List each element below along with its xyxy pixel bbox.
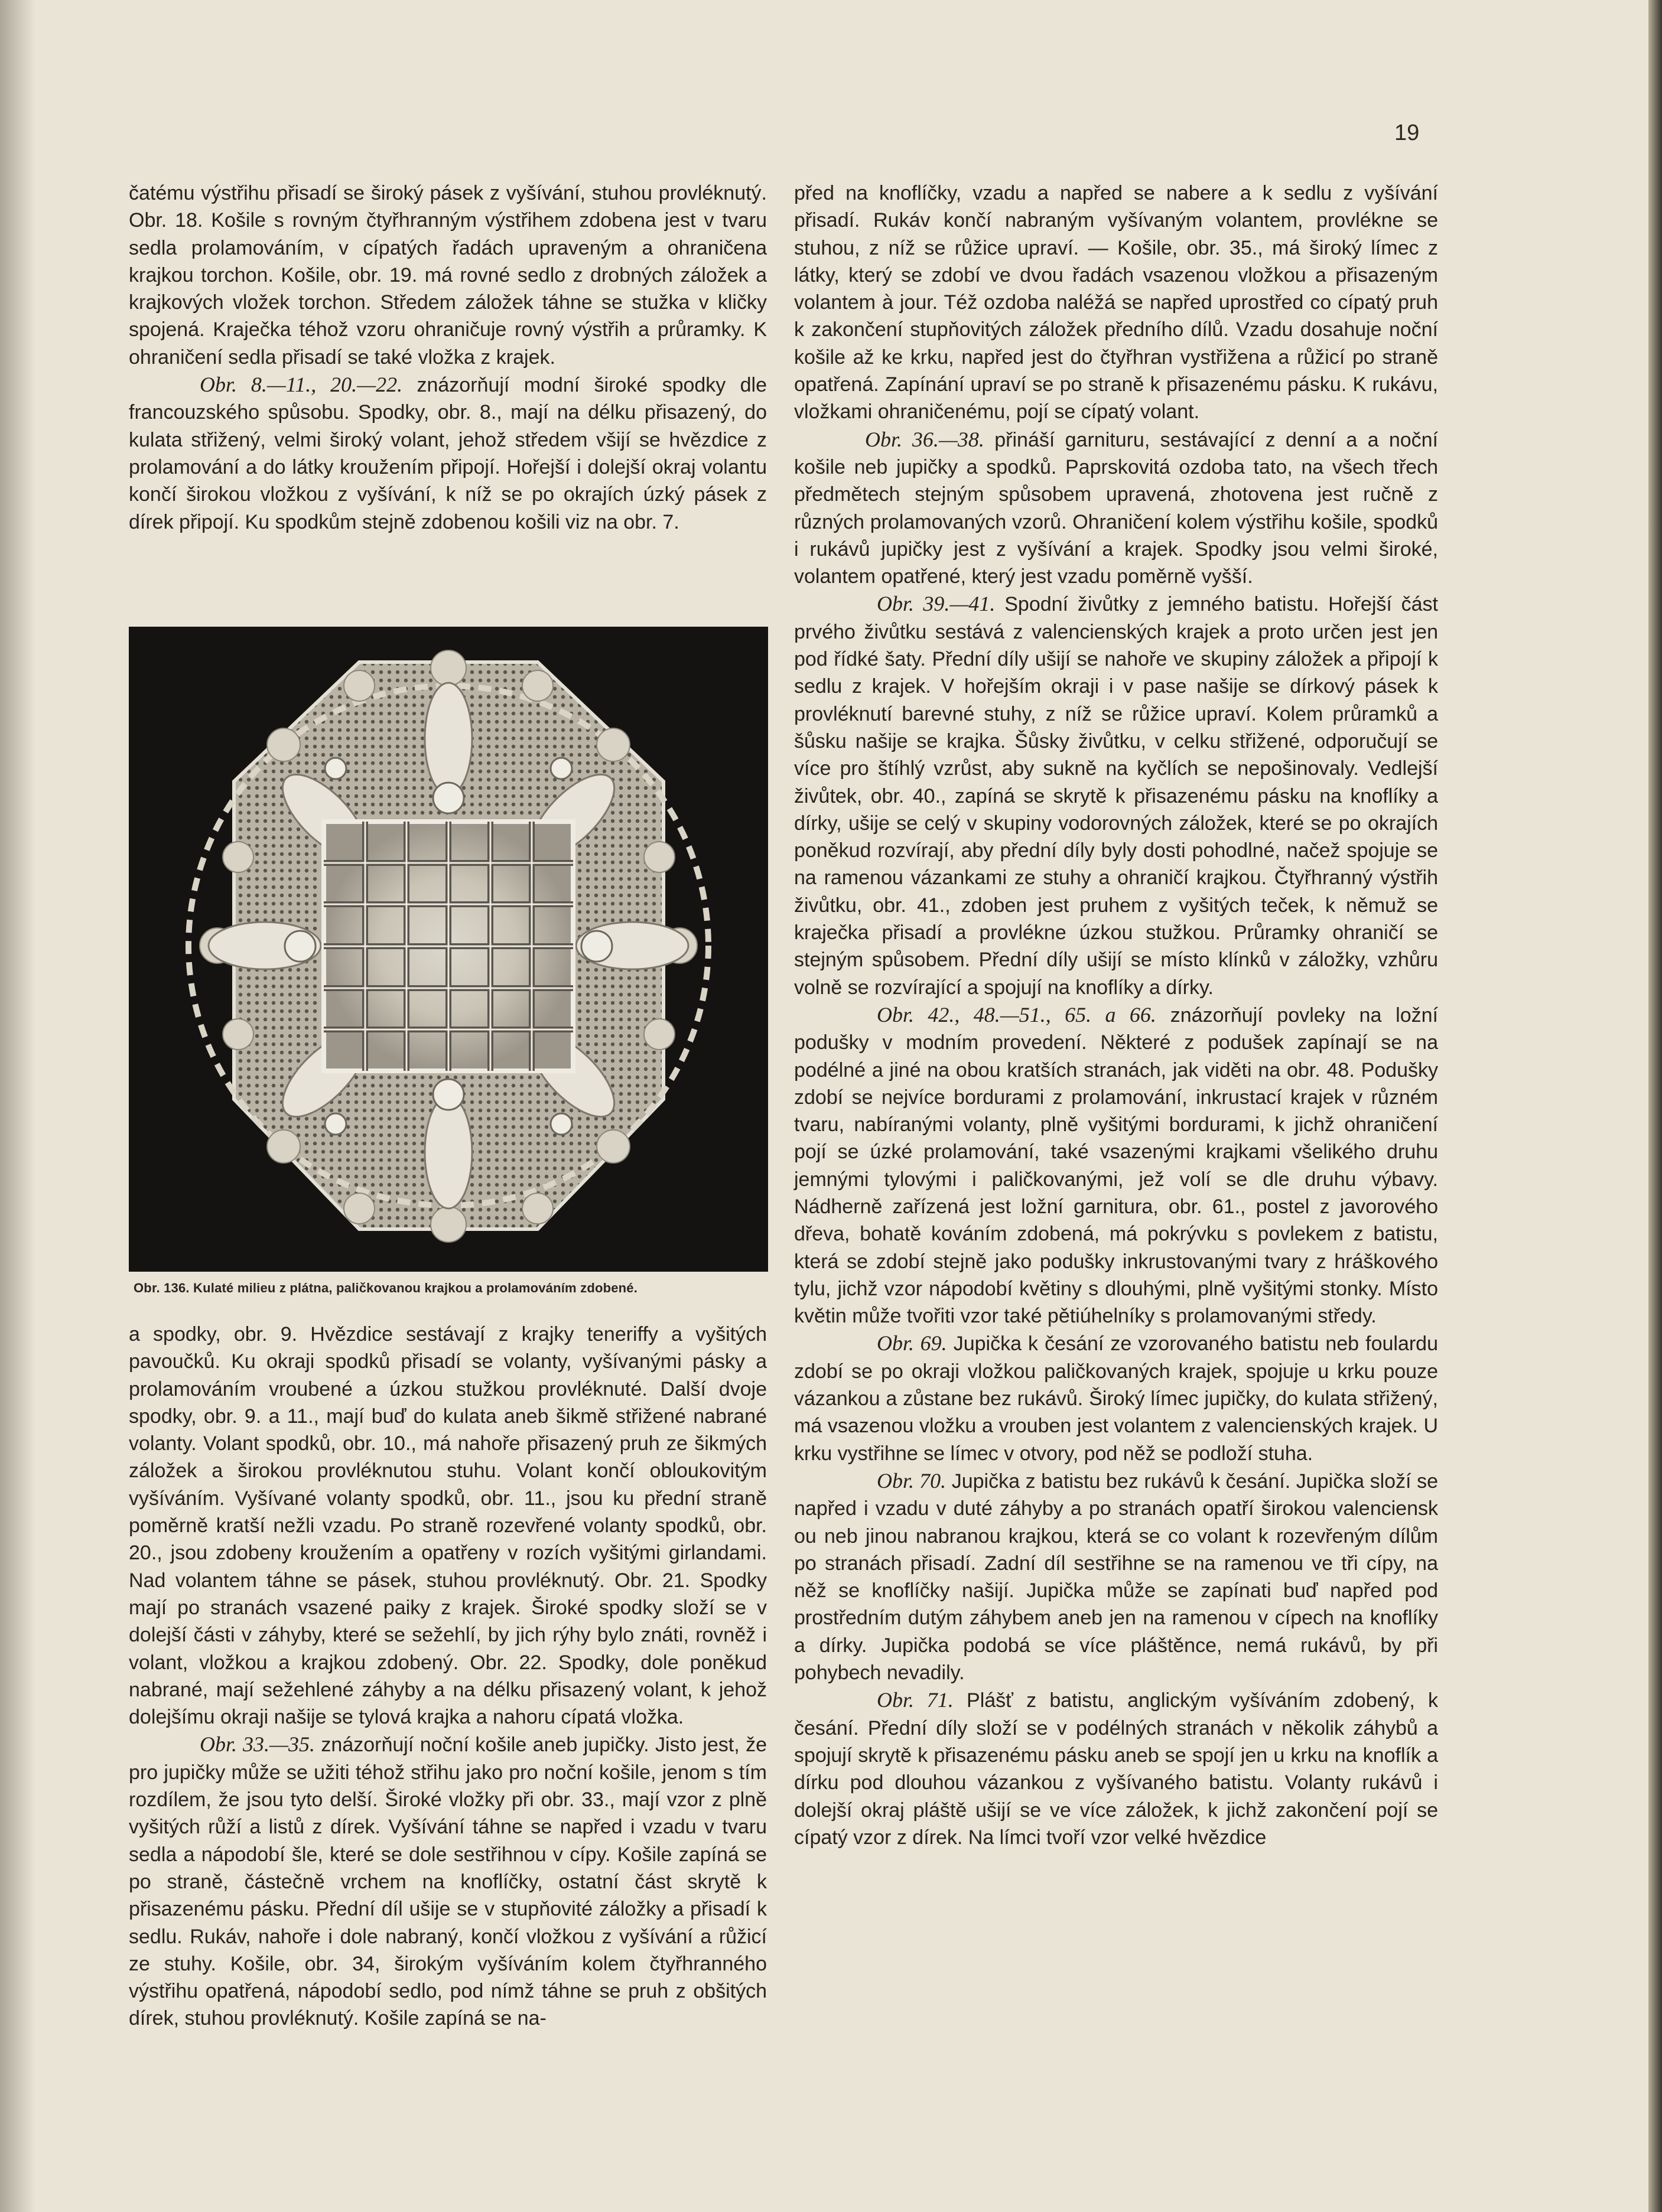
figure-ref: Obr. 39.—41.	[877, 592, 996, 616]
paragraph-text: přináší garnituru, sestávající z denní a a noční košile neb jupičky a spodků. Paprskovitá ozdoba tato, na všech třech předmětech stejným spůsobem upravená, zhotovena jest ručně z různých prolamovaných vzorů. Ohraničení kolem výstřihu košile, spodků i rukávů jupičky jest z vyšívání a krajek. Spodky jsou velmi široké, volantem opatřené, který jest vzadu poměrně vyšší.	[794, 428, 1438, 588]
right-column	[794, 180, 1438, 1851]
paragraph-text: Jupička k česání ze vzorovaného batistu neb foulardu zdobí se po okraji vložkou paličkovaných krajek, spojuje u krku pouze vázankou a zůstane bez rukávů. Široký límec jupičky, do kulata střižený, má vsazenou vložku a vrouben jest volantem z valencienských krajek. U krku vystřihne se límec v otvory, pod něž se podloží stuha.	[794, 1333, 1438, 1465]
figure-ref: Obr. 71.	[877, 1688, 954, 1712]
paragraph-text: znázorňují noční košile aneb jupičky. Jisto jest, že pro jupičky může se užiti téhož střihu jako pro noční košile, jenom s tím rozdílem, že jsou tyto delší. Široké vložky při obr. 33., mají vzor z plně vyšitých růží a listů z dírek. Vyšívání táhne se napřed i vzadu v tvaru sedla a nápodobí šle, které se dole sestřihnou v cípy. Košile zapíná se po straně, částečně vrchem na knoflíčky, ostatní část skrytě k přisazenému pásku. Přední díl ušije se v stupňovité záložky a přisadí k sedlu. Rukáv, nahoře i dole nabraný, končí vložkou z vyšívání a růžicí ze stuhy. Košile, obr. 34, širokým vyšíváním kolem čtyřhranného výstřihu opatřená, nápodobí sedlo, pod nímž táhne se pruh z obšitých dírek, stuhou provléknutý. Košile zapíná se na-	[129, 1734, 767, 2030]
figure-caption: Obr. 136. Kulaté milieu z plátna, paličkovanou krajkou a prolamováním zdobené.	[134, 1281, 638, 1295]
paragraph-right-5	[794, 1330, 1438, 1467]
paragraph-right-4	[794, 1001, 1438, 1330]
paragraph-right-2	[794, 426, 1438, 591]
lace-doily-illustration	[129, 627, 768, 1272]
figure-ref: Obr. 36.—38.	[865, 427, 984, 451]
gutter-shadow	[0, 0, 35, 2212]
paragraph-text: znázorňují modní široké spodky dle francouzského spůsobu. Spodky, obr. 8., mají na délku přisazený, do kulata střižený, velmi široký volant, jehož středem všijí se hvězdice z prolamování a do látky kroužením připojí. Hořejší i dolejší okraj volantu končí širokou vložkou z vyšívání, k níž se po okrajích úzký pásek z dírek připojí. Ku spodkům stejně zdobenou košili viz na obr. 7.	[129, 374, 767, 533]
paragraph-left-2	[129, 371, 767, 536]
figure-ref: Obr. 70.	[877, 1468, 947, 1493]
paragraph-right-7	[794, 1686, 1438, 1851]
paragraph-text: Jupička z batistu bez rukávů k česání. Jupička složí se napřed i vzadu v duté záhyby a po stranách opatří širokou valenciensk​ou neb jinou nabranou krajkou, která se co volant k rozevřeným dílům po stranách přisadí. Zadní díl sestřihne se na ramenou ve tři cípy, na něž se knoflíčky našijí. Jupička může se zapínati buď napřed pod prostředním dutým záhybem aneb jen na ramenou v cípech na knoflíky a dírky. Jupička podobá se více pláštěnce, nemá rukávů, by při pohybech nevadily.	[794, 1470, 1438, 1685]
figure-ref: Obr. 33.—35.	[200, 1732, 316, 1757]
figure-lace-milieu	[129, 627, 768, 1272]
paragraph-left-4	[129, 1731, 767, 2032]
paragraph-text: Plášť z batistu, anglickým vyšíváním zdobený, k česání. Přední díly složí se v podélných stranách v několik záhybů a spojují skrytě k přisazenému pásku aneb se spojí jen u krku na knoflík a dírku pod dlouhou vázankou z vyšívaného batistu. Volanty rukávů i dolejší okraj pláště ušijí se ve více záložek, k jichž zakončení pojí se cípatý vzor z dírek. Na límci tvoří vzor velké hvězdice	[794, 1689, 1438, 1849]
paragraph-left-3: a spodky, obr. 9. Hvězdice sestávají z krajky teneriffy a vyšitých pavoučků. Ku okraji spodků přisadí se volanty, vyšívanými pásky a prolamováním vroubené a úzkou stužkou provléknuté. Další dvoje spodky, obr. 9. a 11., mají buď do kulata aneb šikmě střižené nabrané volanty. Volant spodků, obr. 10., má nahoře přisazený pruh ze šikmých záložek a širokou provléknutou stuhu. Volant končí obloukovitým vyšíváním. Vyšívané volanty spodků, obr. 11., jsou ku přední straně poměrně kratší nežli vzadu. Po straně rozevřené volanty spodků, obr. 20., jsou zdobeny kroužením a opatřeny v rozích vyšitými girlandami. Nad volantem táhne se pásek, stuhou provléknutý. Obr. 21. Spodky mají po stranách vsazené paiky z krajek. Široké spodky složí se v dolejší části v záhyby, které se sežehlí, by jich rýhy bylo znáti, rovněž i volant, vložkou a krajkou zdobený. Obr. 22. Spodky, dole poněkud nabrané, mají sežehlené záhyby a na délku přisazený volant, k jehož dolejšímu okraji našije se tylová krajka a nahoru cípatá vložka.	[129, 1323, 767, 1729]
paragraph-text: znázorňují povleky na ložní podušky v modním provedení. Některé z podušek zapínají se na podélné a jiné na obou kratších stranách, jak viděti na obr. 48. Podušky zdobí se nejvíce bordurami z prolamování, inkrustací krajek v různém tvaru, nabíranými volanty, plně vyšitými bordurami, k jichž ohraničení pojí se úzké prolamování, také vsazenými krajkami všelikého druhu jemnými tylovými i paličkovanými, jež volí se dle druhu výbavy. Nádherně zařízená jest ložní garnitura, obr. 61., postel z javorového dřeva, bohatě kováním zdobená, má pokrývku s povlekem z batistu, která se zdobí stejně jako podušky inkrustovanými tvary z hráškového tylu, jichž vzor nápodobí květiny s dlouhými, plně vyšitými stonky. Místo květin může tvořiti vzor také pětiúhelníky s prolamovanými středy.	[794, 1004, 1439, 1328]
left-column-bottom	[129, 1321, 767, 2032]
page-number: 19	[1394, 120, 1420, 145]
paragraph-left-1: čatému výstřihu přisadí se široký pásek z vyšívání, stuhou provléknutý. Obr. 18. Košile s rovným čtyřhranným výstřihem zdobena jest v tvaru sedla prolamováním, v cípatých řadách upraveným a ohraničena krajkou torchon. Košile, obr. 19. má rovné sedlo z drobných záložek a krajkových vložek torchon. Středem záložek táhne se stužka v kličky spojená. Kraječka téhož vzoru ohraničuje rovný výstřih a průramky. K ohraničení sedla přisadí se také vložka z krajek.	[129, 182, 767, 369]
page-edge	[1648, 0, 1662, 2212]
figure-ref: Obr. 42., 48.—51., 65. a 66.	[877, 1002, 1156, 1027]
left-column-top	[129, 180, 767, 536]
figure-ref: Obr. 8.—11., 20.—22.	[200, 373, 403, 397]
paragraph-right-1: před na knoflíčky, vzadu a napřed se nabere a k sedlu z vyšívání přisadí. Rukáv končí nabraným vyšívaným volantem, provlékne se stuhou, z níž se růžice upraví. — Košile, obr. 35., má široký límec z látky, který se zdobí ve dvou řadách vsazenou vložkou a přisazeným volantem à jour. Též ozdoba naléžá se napřed uprostřed co cípatý pruh k zakončení stupňovitých záložek předního dílů. Vzadu dosahuje noční košile až ke krku, napřed jest do čtyřhran vystřižena a růžicí po straně opatřená. Zapínání upraví se po straně k přisazenému pásku. K rukávu, vložkami ohraničenému, pojí se cípatý volant.	[794, 182, 1438, 423]
paragraph-text: Spodní živůtky z jemného batistu. Hořejší část prvého živůtku sestává z valencienských krajek a proto určen jest jen pod řídké šaty. Přední díly ušijí se nahoře ve skupiny záložek a připojí k sedlu z krajek. V hořejším okraji i v pase našije se dírkový pásek k provléknutí barevné stuhy, z níž se růžice upraví. Kolem průramků a šůsku našije se krajka. Šůsky živůtku, v celku střižené, odporučují se více pro štíhlý vzrůst, aby sukně na kyčlích se nepošinovaly. Vedlejší živůtek, obr. 40., zapíná se skrytě k přisazenému pásku na knoflíky a dírky, ušije se celý v skupiny vodorovných záložek, které se po okrajích poněkud rozvírají, aby přední díly byly dosti pohodlné, načež spojuje se na ramenou vázankami ze stuhy a ohraničí krajkou. Čtyřhranný výstřih živůtku, obr. 41., zdoben jest pruhem z vyšitých teček, k němuž se kraječka přisadí a provlékne úzkou stužkou. Průramky ohraničí se stejným spůsobem. Přední díly ušijí se místo klínků v záložky, vzhůru volně se rozvírající a spojují na knoflíky a dírky.	[794, 593, 1439, 999]
paragraph-right-6	[794, 1467, 1438, 1686]
paragraph-right-3	[794, 590, 1438, 1001]
figure-ref: Obr. 69.	[877, 1331, 947, 1356]
